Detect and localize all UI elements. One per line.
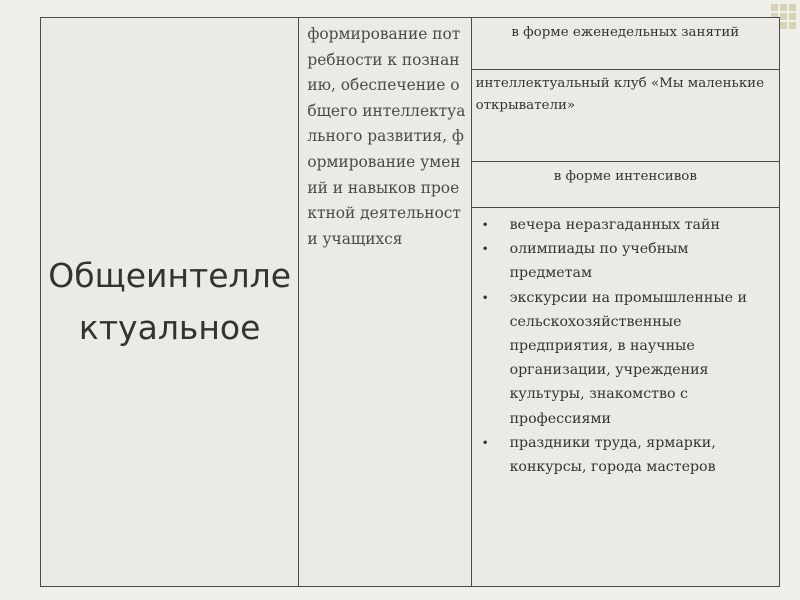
area-name: Общеинтеллектуальное xyxy=(48,256,292,347)
intensive-items-list xyxy=(472,208,779,479)
weekly-club: интеллектуальный клуб «Мы маленькие открыватели» xyxy=(475,76,765,113)
intensive-form-header-cell xyxy=(471,162,779,208)
weekly-form-header-cell xyxy=(471,18,779,70)
area-cell xyxy=(41,18,299,587)
intensive-form-header: в форме интенсивов xyxy=(553,169,697,184)
activity-table xyxy=(40,17,780,587)
weekly-form-header: в форме еженедельных занятий xyxy=(511,25,740,40)
goal-cell xyxy=(299,18,471,587)
goal-text: формирование потребности к познанию, обеспечение общего интеллектуального развития, формирование умений и навыков проектной деятельности учащихся xyxy=(307,25,466,248)
intensive-items-cell xyxy=(471,208,779,587)
list-item: • олимпиады по учебным предметам xyxy=(482,237,773,285)
list-item: • экскурсии на промышленные и сельскохозяйственные предприятия, в научные организации, учреждения культуры, знакомство с профессиями xyxy=(482,286,773,431)
list-item: • праздники труда, ярмарки, конкурсы, города мастеров xyxy=(482,431,773,479)
list-item: • вечера неразгаданных тайн xyxy=(482,213,773,237)
weekly-club-cell xyxy=(471,70,779,162)
